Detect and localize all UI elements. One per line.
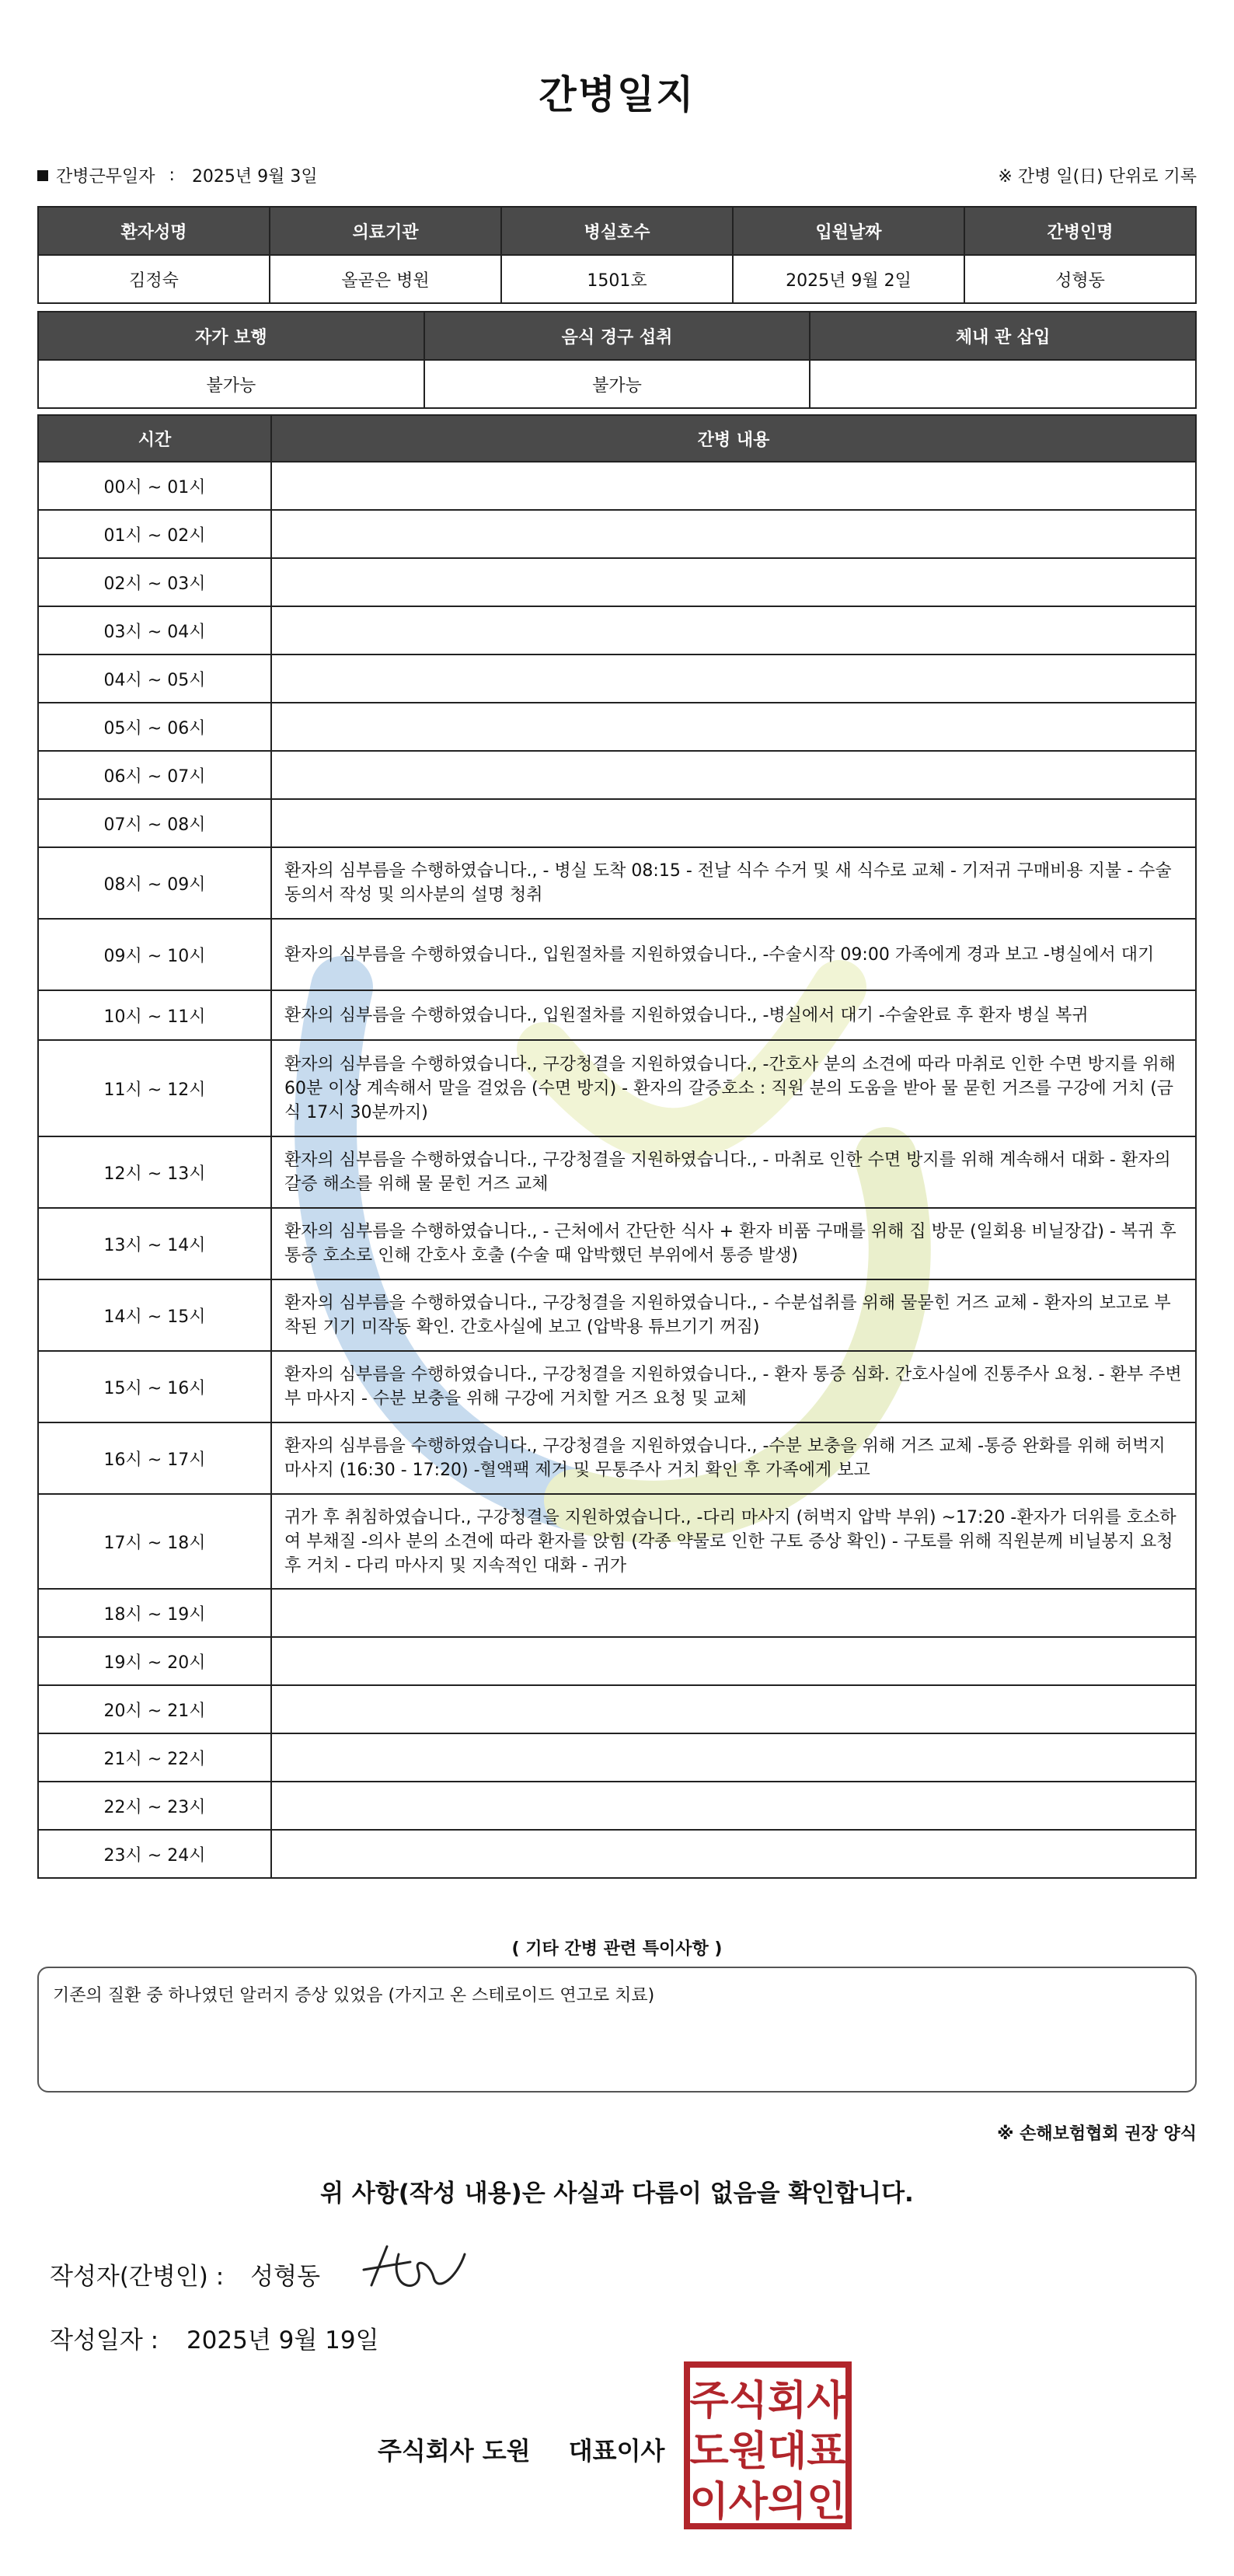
- time-slot: 14시 ~ 15시: [38, 1279, 271, 1351]
- time-slot: 10시 ~ 11시: [38, 990, 271, 1040]
- writer-row: [50, 2257, 320, 2292]
- table-row: [38, 1637, 1196, 1685]
- care-note: 귀가 후 취침하였습니다., 구강청결을 지원하였습니다., -다리 마사지 (허벅지 압박 부위) ~17:20 -환자가 더위를 호소하여 부채질 -의사 분의 소견에 따라 환자를 앉힘 (각종 약물로 인한 구토 증상 확인) - 구토를 위해 직원분께 비닐봉지 요청 후 거치 - 다리 마사지 및 지속적인 대화 - 귀가: [271, 1494, 1196, 1589]
- care-note: 환자의 심부름을 수행하였습니다., 구강청결을 지원하였습니다., -수분 보충을 위해 거즈 교체 -통증 완화를 위해 허벅지 마사지 (16:30 - 17:20) -혈액팩 제거 및 무통주사 거치 확인 후 가족에게 보고: [271, 1422, 1196, 1494]
- table-row: [38, 654, 1196, 703]
- time-slot: 06시 ~ 07시: [38, 751, 271, 799]
- ability-value-row: [38, 360, 1196, 408]
- written-date-label: 작성일자 :: [50, 2326, 159, 2354]
- care-note: [271, 1782, 1196, 1830]
- table-row: [38, 1733, 1196, 1782]
- care-note: [271, 1637, 1196, 1685]
- patient-info-table: [37, 206, 1197, 304]
- table-row: [38, 462, 1196, 510]
- table-row: [38, 751, 1196, 799]
- header-oral-intake: 음식 경구 섭취: [424, 312, 810, 360]
- table-row: [38, 1208, 1196, 1279]
- time-slot: 23시 ~ 24시: [38, 1830, 271, 1878]
- time-slot: 19시 ~ 20시: [38, 1637, 271, 1685]
- table-row: [38, 1279, 1196, 1351]
- time-slot: 18시 ~ 19시: [38, 1589, 271, 1637]
- patient-info-header-row: [38, 207, 1196, 255]
- time-slot: 16시 ~ 17시: [38, 1422, 271, 1494]
- work-date-value: 2025년 9월 3일: [191, 167, 318, 187]
- time-slot: 09시 ~ 10시: [38, 919, 271, 990]
- ability-header-row: [38, 312, 1196, 360]
- company-seal-stamp: [682, 2360, 853, 2531]
- care-note: 환자의 심부름을 수행하였습니다., - 근처에서 간단한 식사 + 환자 비품 구매를 위해 집 방문 (일회용 비닐장갑) - 복귀 후 통증 호소로 인해 간호사 호출 (수술 때 압박했던 부위에서 통증 발생): [271, 1208, 1196, 1279]
- patient-info-value-row: [38, 255, 1196, 303]
- caregiver-name: 성형동: [964, 255, 1196, 303]
- time-slot: 08시 ~ 09시: [38, 847, 271, 919]
- time-slot: 13시 ~ 14시: [38, 1208, 271, 1279]
- care-note: 환자의 심부름을 수행하였습니다., - 병실 도착 08:15 - 전날 식수 수거 및 새 식수로 교체 - 기저귀 구매비용 지불 - 수술 동의서 작성 및 의사분의 설명 청취: [271, 847, 1196, 919]
- time-slot: 00시 ~ 01시: [38, 462, 271, 510]
- time-slot: 17시 ~ 18시: [38, 1494, 271, 1589]
- time-slot: 02시 ~ 03시: [38, 558, 271, 606]
- header-care-content: 간병 내용: [271, 415, 1196, 462]
- time-slot: 20시 ~ 21시: [38, 1685, 271, 1733]
- care-note: [271, 1733, 1196, 1782]
- care-note: [271, 1685, 1196, 1733]
- care-note: 환자의 심부름을 수행하였습니다., 입원절차를 지원하였습니다., -수술시작 09:00 가족에게 경과 보고 -병실에서 대기: [271, 919, 1196, 990]
- table-row: [38, 1351, 1196, 1422]
- care-note: 환자의 심부름을 수행하였습니다., 구강청결을 지원하였습니다., -간호사 분의 소견에 따라 마취로 인한 수면 방지를 위해 60분 이상 계속해서 말을 걸었음 (수면 방지) - 환자의 갈증호소 : 직원 분의 도움을 받아 물 묻힌 거즈를 구강에 거치 (금식 17시 30분까지): [271, 1040, 1196, 1136]
- table-row: [38, 510, 1196, 558]
- table-row: [38, 1830, 1196, 1878]
- header-tube-insertion: 체내 관 삽입: [810, 312, 1196, 360]
- record-unit-note: ※ 간병 일(日) 단위로 기록: [998, 167, 1197, 187]
- bullet-square-icon: [37, 170, 48, 181]
- table-row: [38, 847, 1196, 919]
- care-note: [271, 751, 1196, 799]
- page-title: 간병일지: [539, 72, 695, 117]
- work-date-colon: :: [169, 166, 175, 185]
- care-note: [271, 799, 1196, 847]
- room-number: 1501호: [501, 255, 733, 303]
- company-row: [378, 2431, 664, 2467]
- time-slot: 22시 ~ 23시: [38, 1782, 271, 1830]
- table-row: [38, 606, 1196, 654]
- header-admission-date: 입원날짜: [733, 207, 964, 255]
- time-slot: 05시 ~ 06시: [38, 703, 271, 751]
- care-note: 환자의 심부름을 수행하였습니다., 입원절차를 지원하였습니다., -병실에서 대기 -수술완료 후 환자 병실 복귀: [271, 990, 1196, 1040]
- care-note: 환자의 심부름을 수행하였습니다., 구강청결을 지원하였습니다., - 마취로 인한 수면 방지를 위해 계속해서 대화 - 환자의 갈증 해소를 위해 물 묻힌 거즈 교체: [271, 1136, 1196, 1208]
- table-row: [38, 1685, 1196, 1733]
- header-room: 병실호수: [501, 207, 733, 255]
- care-note: [271, 558, 1196, 606]
- table-row: [38, 1494, 1196, 1589]
- writer-label: 작성자(간병인) :: [50, 2263, 225, 2291]
- time-slot: 01시 ~ 02시: [38, 510, 271, 558]
- care-note: [271, 1589, 1196, 1637]
- time-slot: 21시 ~ 22시: [38, 1733, 271, 1782]
- patient-name: 김정숙: [38, 255, 270, 303]
- patient-ability-table: [37, 311, 1197, 409]
- table-row: [38, 1040, 1196, 1136]
- care-log-body: [38, 462, 1196, 1878]
- hospital-name: 올곧은 병원: [270, 255, 501, 303]
- svg-text:도원대표: 도원대표: [689, 2428, 846, 2475]
- time-slot: 12시 ~ 13시: [38, 1136, 271, 1208]
- written-date-value: 2025년 9월 19일: [186, 2326, 379, 2354]
- svg-text:이사의인: 이사의인: [689, 2479, 846, 2525]
- self-walking-value: 불가능: [38, 360, 424, 408]
- care-note: [271, 703, 1196, 751]
- table-row: [38, 1589, 1196, 1637]
- table-row: [38, 990, 1196, 1040]
- header-hospital: 의료기관: [270, 207, 501, 255]
- table-row: [38, 919, 1196, 990]
- care-note: [271, 654, 1196, 703]
- header-patient-name: 환자성명: [38, 207, 270, 255]
- care-note: [271, 462, 1196, 510]
- table-row: [38, 1782, 1196, 1830]
- work-date-row: [37, 163, 318, 187]
- admission-date: 2025년 9월 2일: [733, 255, 964, 303]
- special-notes-title: ( 기타 간병 관련 특이사항 ): [511, 1939, 723, 1959]
- special-notes-box: [37, 1967, 1197, 2093]
- table-row: [38, 1422, 1196, 1494]
- care-log-header-row: [38, 415, 1196, 462]
- care-note: 환자의 심부름을 수행하였습니다., 구강청결을 지원하였습니다., - 환자 통증 심화. 간호사실에 진통주사 요청. - 환부 주변부 마사지 - 수분 보충을 위해 구강에 거치할 거즈 요청 및 교체: [271, 1351, 1196, 1422]
- care-note: [271, 510, 1196, 558]
- confirmation-statement: 위 사항(작성 내용)은 사실과 다름이 없음을 확인합니다.: [320, 2180, 914, 2208]
- time-slot: 03시 ~ 04시: [38, 606, 271, 654]
- signature-image: [356, 2239, 472, 2301]
- written-date-row: [50, 2320, 379, 2355]
- care-log-table: [37, 414, 1197, 1879]
- writer-name: 성형동: [250, 2263, 321, 2291]
- recommended-form-note: ※ 손해보험협회 권장 양식: [997, 2124, 1197, 2144]
- care-note: [271, 1830, 1196, 1878]
- table-row: [38, 1136, 1196, 1208]
- special-notes-text: 기존의 질환 중 하나였던 알러지 증상 있었음 (가지고 온 스테로이드 연고로 치료): [53, 1986, 655, 2005]
- time-slot: 07시 ~ 08시: [38, 799, 271, 847]
- table-row: [38, 703, 1196, 751]
- care-note: [271, 606, 1196, 654]
- table-row: [38, 558, 1196, 606]
- representative-title: 대표이사: [568, 2436, 665, 2466]
- time-slot: 15시 ~ 16시: [38, 1351, 271, 1422]
- header-self-walking: 자가 보행: [38, 312, 424, 360]
- oral-intake-value: 불가능: [424, 360, 810, 408]
- header-time: 시간: [38, 415, 271, 462]
- company-name: 주식회사 도원: [378, 2436, 531, 2466]
- time-slot: 11시 ~ 12시: [38, 1040, 271, 1136]
- work-date-label: 간병근무일자: [56, 167, 155, 187]
- svg-text:주식회사: 주식회사: [689, 2378, 846, 2424]
- header-caregiver-name: 간병인명: [964, 207, 1196, 255]
- tube-insertion-value: [810, 360, 1196, 408]
- time-slot: 04시 ~ 05시: [38, 654, 271, 703]
- table-row: [38, 799, 1196, 847]
- care-note: 환자의 심부름을 수행하였습니다., 구강청결을 지원하였습니다., - 수분섭취를 위해 물묻힌 거즈 교체 - 환자의 보고로 부착된 기기 미작동 확인. 간호사실에 보고 (압박용 튜브기기 꺼짐): [271, 1279, 1196, 1351]
